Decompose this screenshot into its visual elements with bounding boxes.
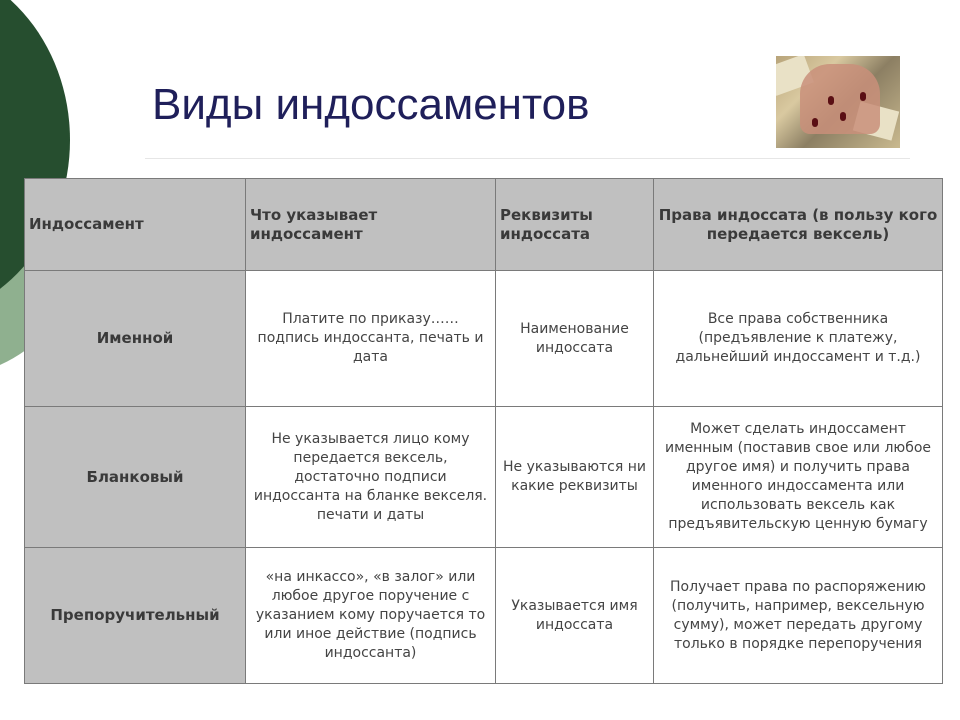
row-type-label: Препоручительный <box>25 548 246 684</box>
table-header-row <box>25 179 943 271</box>
row-requisites: Не указываются ни какие реквизиты <box>496 407 654 548</box>
row-indication: Платите по приказу…… подпись индоссанта, печать и дата <box>246 271 496 407</box>
row-rights: Получает права по распоряжению (получить, например, вексельную сумму), может передать другому только в порядке перепоручения <box>654 548 943 684</box>
header-endorsement: Индоссамент <box>25 179 246 271</box>
row-requisites: Наименование индоссата <box>496 271 654 407</box>
header-requisites: Реквизиты индоссата <box>496 179 654 271</box>
hand-with-bills-photo <box>776 56 900 148</box>
row-rights: Все права собственника (предъявление к платежу, дальнейший индоссамент и т.д.) <box>654 271 943 407</box>
title-divider <box>145 158 910 159</box>
row-indication: «на инкассо», «в залог» или любое другое поручение с указанием кому поручается то или иное действие (подпись индоссанта) <box>246 548 496 684</box>
header-rights: Права индоссата (в пользу кого передается вексель) <box>654 179 943 271</box>
row-type-label: Бланковый <box>25 407 246 548</box>
slide-title: Виды индоссаментов <box>152 80 590 129</box>
endorsement-types-table <box>24 178 943 684</box>
table-row <box>25 548 943 684</box>
table-row <box>25 407 943 548</box>
header-indication: Что указывает индоссамент <box>246 179 496 271</box>
row-type-label: Именной <box>25 271 246 407</box>
row-rights: Может сделать индоссамент именным (поставив свое или любое другое имя) и получить права именного индоссамента или использовать вексель как предъявительскую ценную бумагу <box>654 407 943 548</box>
row-requisites: Указывается имя индоссата <box>496 548 654 684</box>
row-indication: Не указывается лицо кому передается вексель, достаточно подписи индоссанта на бланке векселя. печати и даты <box>246 407 496 548</box>
table-row <box>25 271 943 407</box>
